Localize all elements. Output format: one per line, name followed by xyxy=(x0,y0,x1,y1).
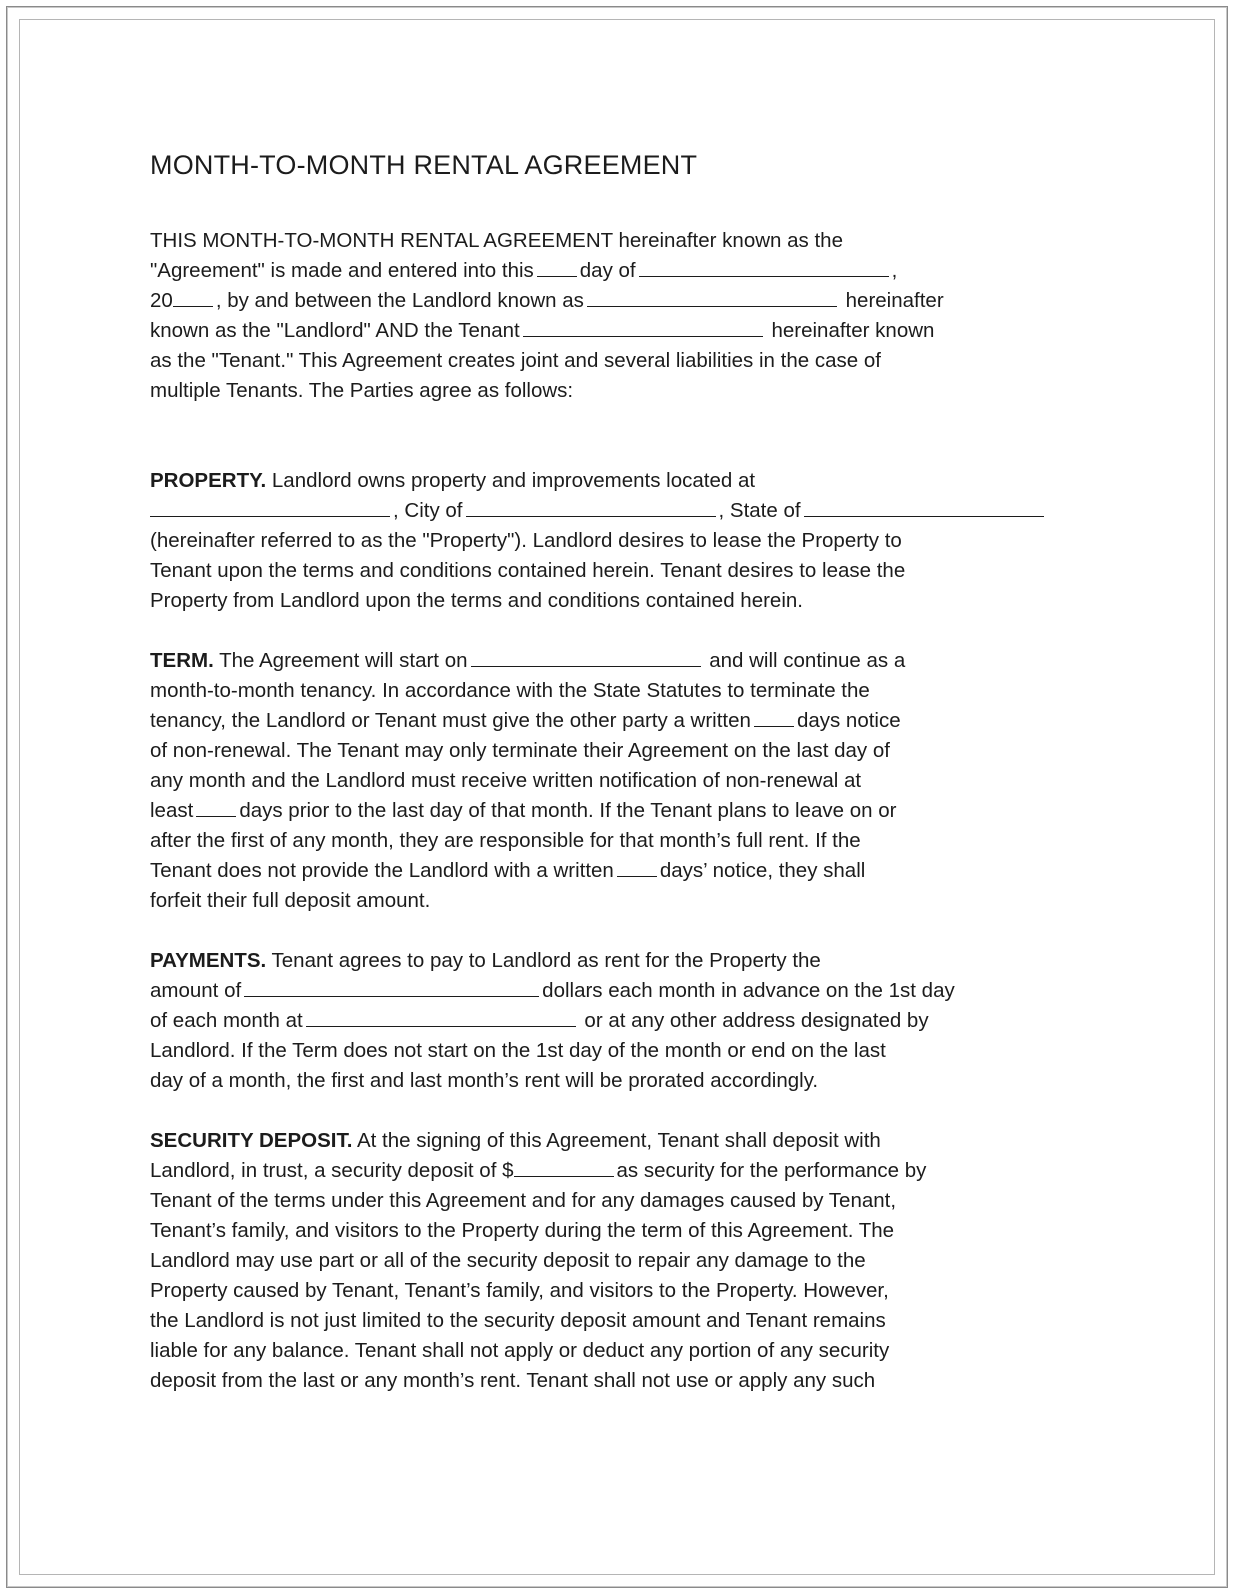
deposit-amount-blank[interactable] xyxy=(514,1156,614,1177)
security-line-6: Property caused by Tenant, Tenant’s family, and visitors to the Property. However, xyxy=(150,1279,889,1302)
document-page xyxy=(150,148,1088,1396)
property-paragraph xyxy=(150,466,1088,616)
security-line-3: Tenant of the terms under this Agreement and for any damages caused by Tenant, xyxy=(150,1189,897,1212)
security-paragraph xyxy=(150,1126,1088,1396)
payment-address-blank[interactable] xyxy=(306,1006,576,1027)
security-heading: SECURITY DEPOSIT. xyxy=(150,1129,353,1152)
payments-line-4: Landlord. If the Term does not start on the 1st day of the month or end on the last xyxy=(150,1039,886,1062)
term-paragraph xyxy=(150,646,1088,916)
term-line-3: tenancy, the Landlord or Tenant must give the other party a written days notice xyxy=(150,706,1088,736)
day-blank[interactable] xyxy=(537,256,577,277)
rent-amount-blank[interactable] xyxy=(244,976,539,997)
security-line-1: SECURITY DEPOSIT. At the signing of this Agreement, Tenant shall deposit with xyxy=(150,1129,881,1152)
spacer xyxy=(150,406,1088,466)
security-line-5: Landlord may use part or all of the security deposit to repair any damage to the xyxy=(150,1249,866,1272)
term-line-9: forfeit their full deposit amount. xyxy=(150,889,431,912)
security-line-7: the Landlord is not just limited to the security deposit amount and Tenant remains xyxy=(150,1309,886,1332)
security-line-2: Landlord, in trust, a security deposit of $ as security for the performance by xyxy=(150,1156,1088,1186)
term-line-6: least days prior to the last day of that month. If the Tenant plans to leave on or xyxy=(150,796,1088,826)
payments-line-5: day of a month, the first and last month’s rent will be prorated accordingly. xyxy=(150,1069,819,1092)
intro-paragraph xyxy=(150,226,1088,406)
property-line-1: PROPERTY. Landlord owns property and improvements located at xyxy=(150,469,756,492)
spacer xyxy=(150,916,1088,946)
payments-line-3: of each month at or at any other address designated by xyxy=(150,1006,1088,1036)
property-line-2: , City of , State of xyxy=(150,496,1088,526)
payments-paragraph xyxy=(150,946,1088,1096)
term-line-5: any month and the Landlord must receive written notification of non-renewal at xyxy=(150,769,862,792)
property-line-4: Tenant upon the terms and conditions contained herein. Tenant desires to lease the xyxy=(150,559,906,582)
property-heading: PROPERTY. xyxy=(150,469,267,492)
state-blank[interactable] xyxy=(804,496,1044,517)
payments-heading: PAYMENTS. xyxy=(150,949,267,972)
intro-line-2: "Agreement" is made and entered into this day of , xyxy=(150,256,1088,286)
term-line-4: of non-renewal. The Tenant may only terminate their Agreement on the last day of xyxy=(150,739,890,762)
document-title: MONTH-TO-MONTH RENTAL AGREEMENT xyxy=(150,150,698,180)
intro-line-1: THIS MONTH-TO-MONTH RENTAL AGREEMENT hereinafter known as the xyxy=(150,229,843,252)
landlord-name-blank[interactable] xyxy=(587,286,837,307)
term-line-8: Tenant does not provide the Landlord with a written days’ notice, they shall xyxy=(150,856,1088,886)
spacer xyxy=(150,616,1088,646)
security-line-8: liable for any balance. Tenant shall not apply or deduct any portion of any security xyxy=(150,1339,890,1362)
notice-days-blank[interactable] xyxy=(754,706,794,727)
term-line-7: after the first of any month, they are responsible for that month’s full rent. If the xyxy=(150,829,861,852)
intro-line-5: as the "Tenant." This Agreement creates joint and several liabilities in the case of xyxy=(150,349,881,372)
payments-line-1: PAYMENTS. Tenant agrees to pay to Landlord as rent for the Property the xyxy=(150,949,821,972)
year-blank[interactable] xyxy=(173,286,213,307)
month-blank[interactable] xyxy=(639,256,889,277)
term-line-1: TERM. The Agreement will start on and will continue as a xyxy=(150,646,1088,676)
start-date-blank[interactable] xyxy=(471,646,701,667)
address-blank[interactable] xyxy=(150,496,390,517)
written-notice-days-blank[interactable] xyxy=(617,856,657,877)
property-line-5: Property from Landlord upon the terms and conditions contained herein. xyxy=(150,589,803,612)
intro-line-3: 20 , by and between the Landlord known as hereinafter xyxy=(150,286,1088,316)
term-heading: TERM. xyxy=(150,649,214,672)
security-line-4: Tenant’s family, and visitors to the Property during the term of this Agreement. The xyxy=(150,1219,895,1242)
security-line-9: deposit from the last or any month’s rent. Tenant shall not use or apply any such xyxy=(150,1369,876,1392)
property-line-3: (hereinafter referred to as the "Property"). Landlord desires to lease the Property to xyxy=(150,529,902,552)
tenant-name-blank[interactable] xyxy=(523,316,763,337)
term-line-2: month-to-month tenancy. In accordance with the State Statutes to terminate the xyxy=(150,679,870,702)
intro-line-6: multiple Tenants. The Parties agree as follows: xyxy=(150,379,574,402)
prior-days-blank[interactable] xyxy=(196,796,236,817)
payments-line-2: amount of dollars each month in advance on the 1st day xyxy=(150,976,1088,1006)
intro-line-4: known as the "Landlord" AND the Tenant hereinafter known xyxy=(150,316,1088,346)
city-blank[interactable] xyxy=(466,496,716,517)
spacer xyxy=(150,1096,1088,1126)
